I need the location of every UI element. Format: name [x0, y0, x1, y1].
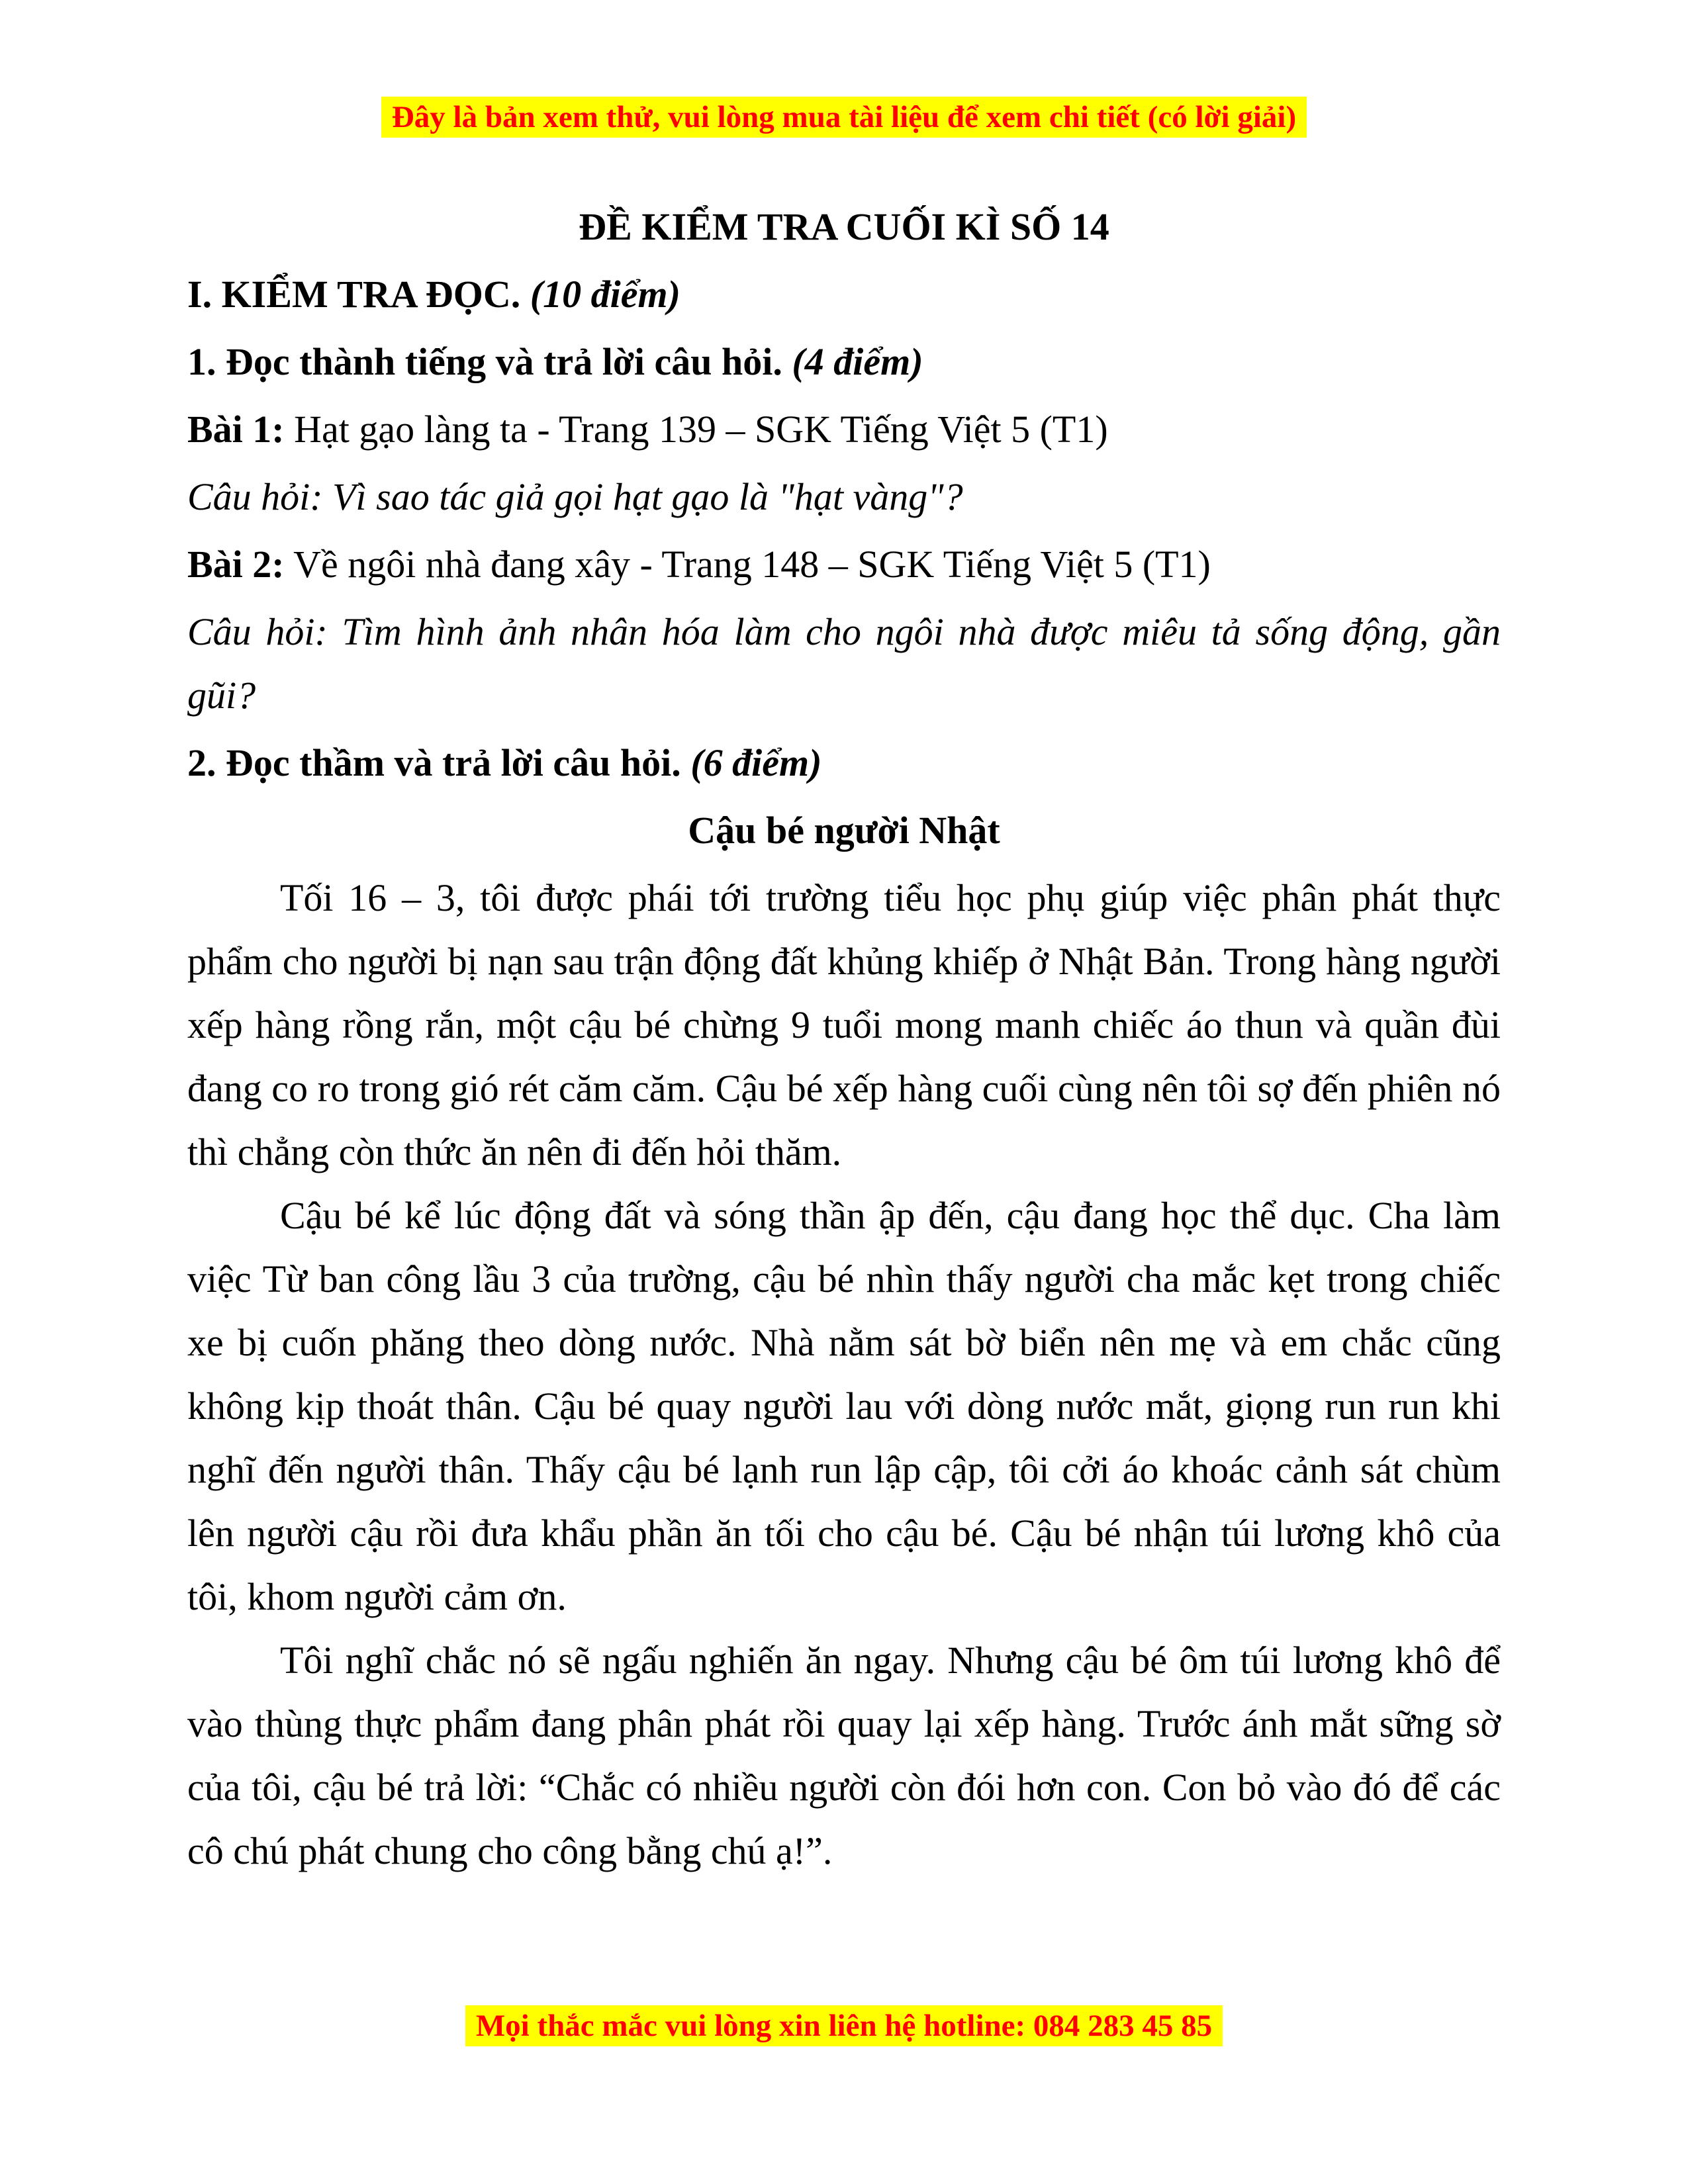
passage-paragraph-1: Tối 16 – 3, tôi được phái tới trường tiểu học phụ giúp việc phân phát thực phẩm cho người bị nạn sau trận động đất khủng khiếp ở Nhật Bản. Trong hàng người xếp hàng rồng rắn, một cậu bé chừng 9 tuổi mong manh chiếc áo thun và quần đùi đang co ro trong gió rét căm căm. Cậu bé xếp hàng cuối cùng nên tôi sợ đến phiên nó thì chẳng còn thức ăn nên đi đến hỏi thăm. [187, 876, 1501, 1173]
bai1-title: Hạt gạo làng ta - Trang 139 – SGK Tiếng Việt 5 (T1) [284, 408, 1108, 451]
bai2-question: Câu hỏi: Tìm hình ảnh nhân hóa làm cho ngôi nhà được miêu tả sống động, gần gũi? [187, 610, 1501, 717]
reading-passage-title: Cậu bé người Nhật [688, 809, 1000, 852]
part1-heading-line [187, 330, 1501, 394]
top-banner-row [0, 97, 1688, 138]
section1-heading: I. KIỂM TRA ĐỌC. [187, 273, 530, 316]
bai1-question: Câu hỏi: Vì sao tác giả gọi hạt gạo là "hạt vàng"? [187, 475, 963, 518]
passage-paragraph-2: Cậu bé kể lúc động đất và sóng thần ập đến, cậu đang học thể dục. Cha làm việc Từ ban công lầu 3 của trường, cậu bé nhìn thấy người cha mắc kẹt trong chiếc xe bị cuốn phăng theo dòng nước. Nhà nằm sát bờ biển nên mẹ và em chắc cũng không kịp thoát thân. Cậu bé quay người lau với dòng nước mắt, giọng run run khi nghĩ đến người thân. Thấy cậu bé lạnh run lập cập, tôi cởi áo khoác cảnh sát chùm lên người cậu rồi đưa khẩu phần ăn tối cho cậu bé. Cậu bé nhận túi lương khô của tôi, khom người cảm ơn. [187, 1194, 1501, 1618]
part1-heading: 1. Đọc thành tiếng và trả lời câu hỏi. [187, 340, 792, 383]
hotline-banner: Mọi thắc mắc vui lòng xin liên hệ hotline: 084 283 45 85 [465, 2005, 1223, 2046]
passage-paragraph-3: Tôi nghĩ chắc nó sẽ ngấu nghiến ăn ngay. Nhưng cậu bé ôm túi lương khô để vào thùng thực phẩm đang phân phát rồi quay lại xếp hàng. Trước ánh mắt sững sờ của tôi, cậu bé trả lời: “Chắc có nhiều người còn đói hơn con. Con bỏ vào đó để các cô chú phát chung cho công bằng chú ạ!”. [187, 1639, 1501, 1872]
preview-notice-banner: Đây là bản xem thử, vui lòng mua tài liệu để xem chi tiết (có lời giải) [381, 97, 1307, 138]
bai1-label: Bài 1: [187, 408, 285, 451]
part2-points: (6 điểm) [690, 741, 822, 784]
part2-heading: 2. Đọc thầm và trả lời câu hỏi. [187, 741, 691, 784]
part1-points: (4 điểm) [792, 340, 923, 383]
exam-title: ĐỀ KIỂM TRA CUỐI KÌ SỐ 14 [579, 205, 1109, 248]
section1-points: (10 điểm) [530, 273, 680, 316]
bai1-line [187, 398, 1501, 461]
bottom-banner-row [0, 2005, 1688, 2046]
bai2-line [187, 533, 1501, 596]
section1-heading-line [187, 263, 1501, 326]
bai2-title: Về ngôi nhà đang xây - Trang 148 – SGK Tiếng Việt 5 (T1) [284, 543, 1211, 586]
part2-heading-line [187, 731, 1501, 795]
bai2-label: Bài 2: [187, 543, 285, 586]
